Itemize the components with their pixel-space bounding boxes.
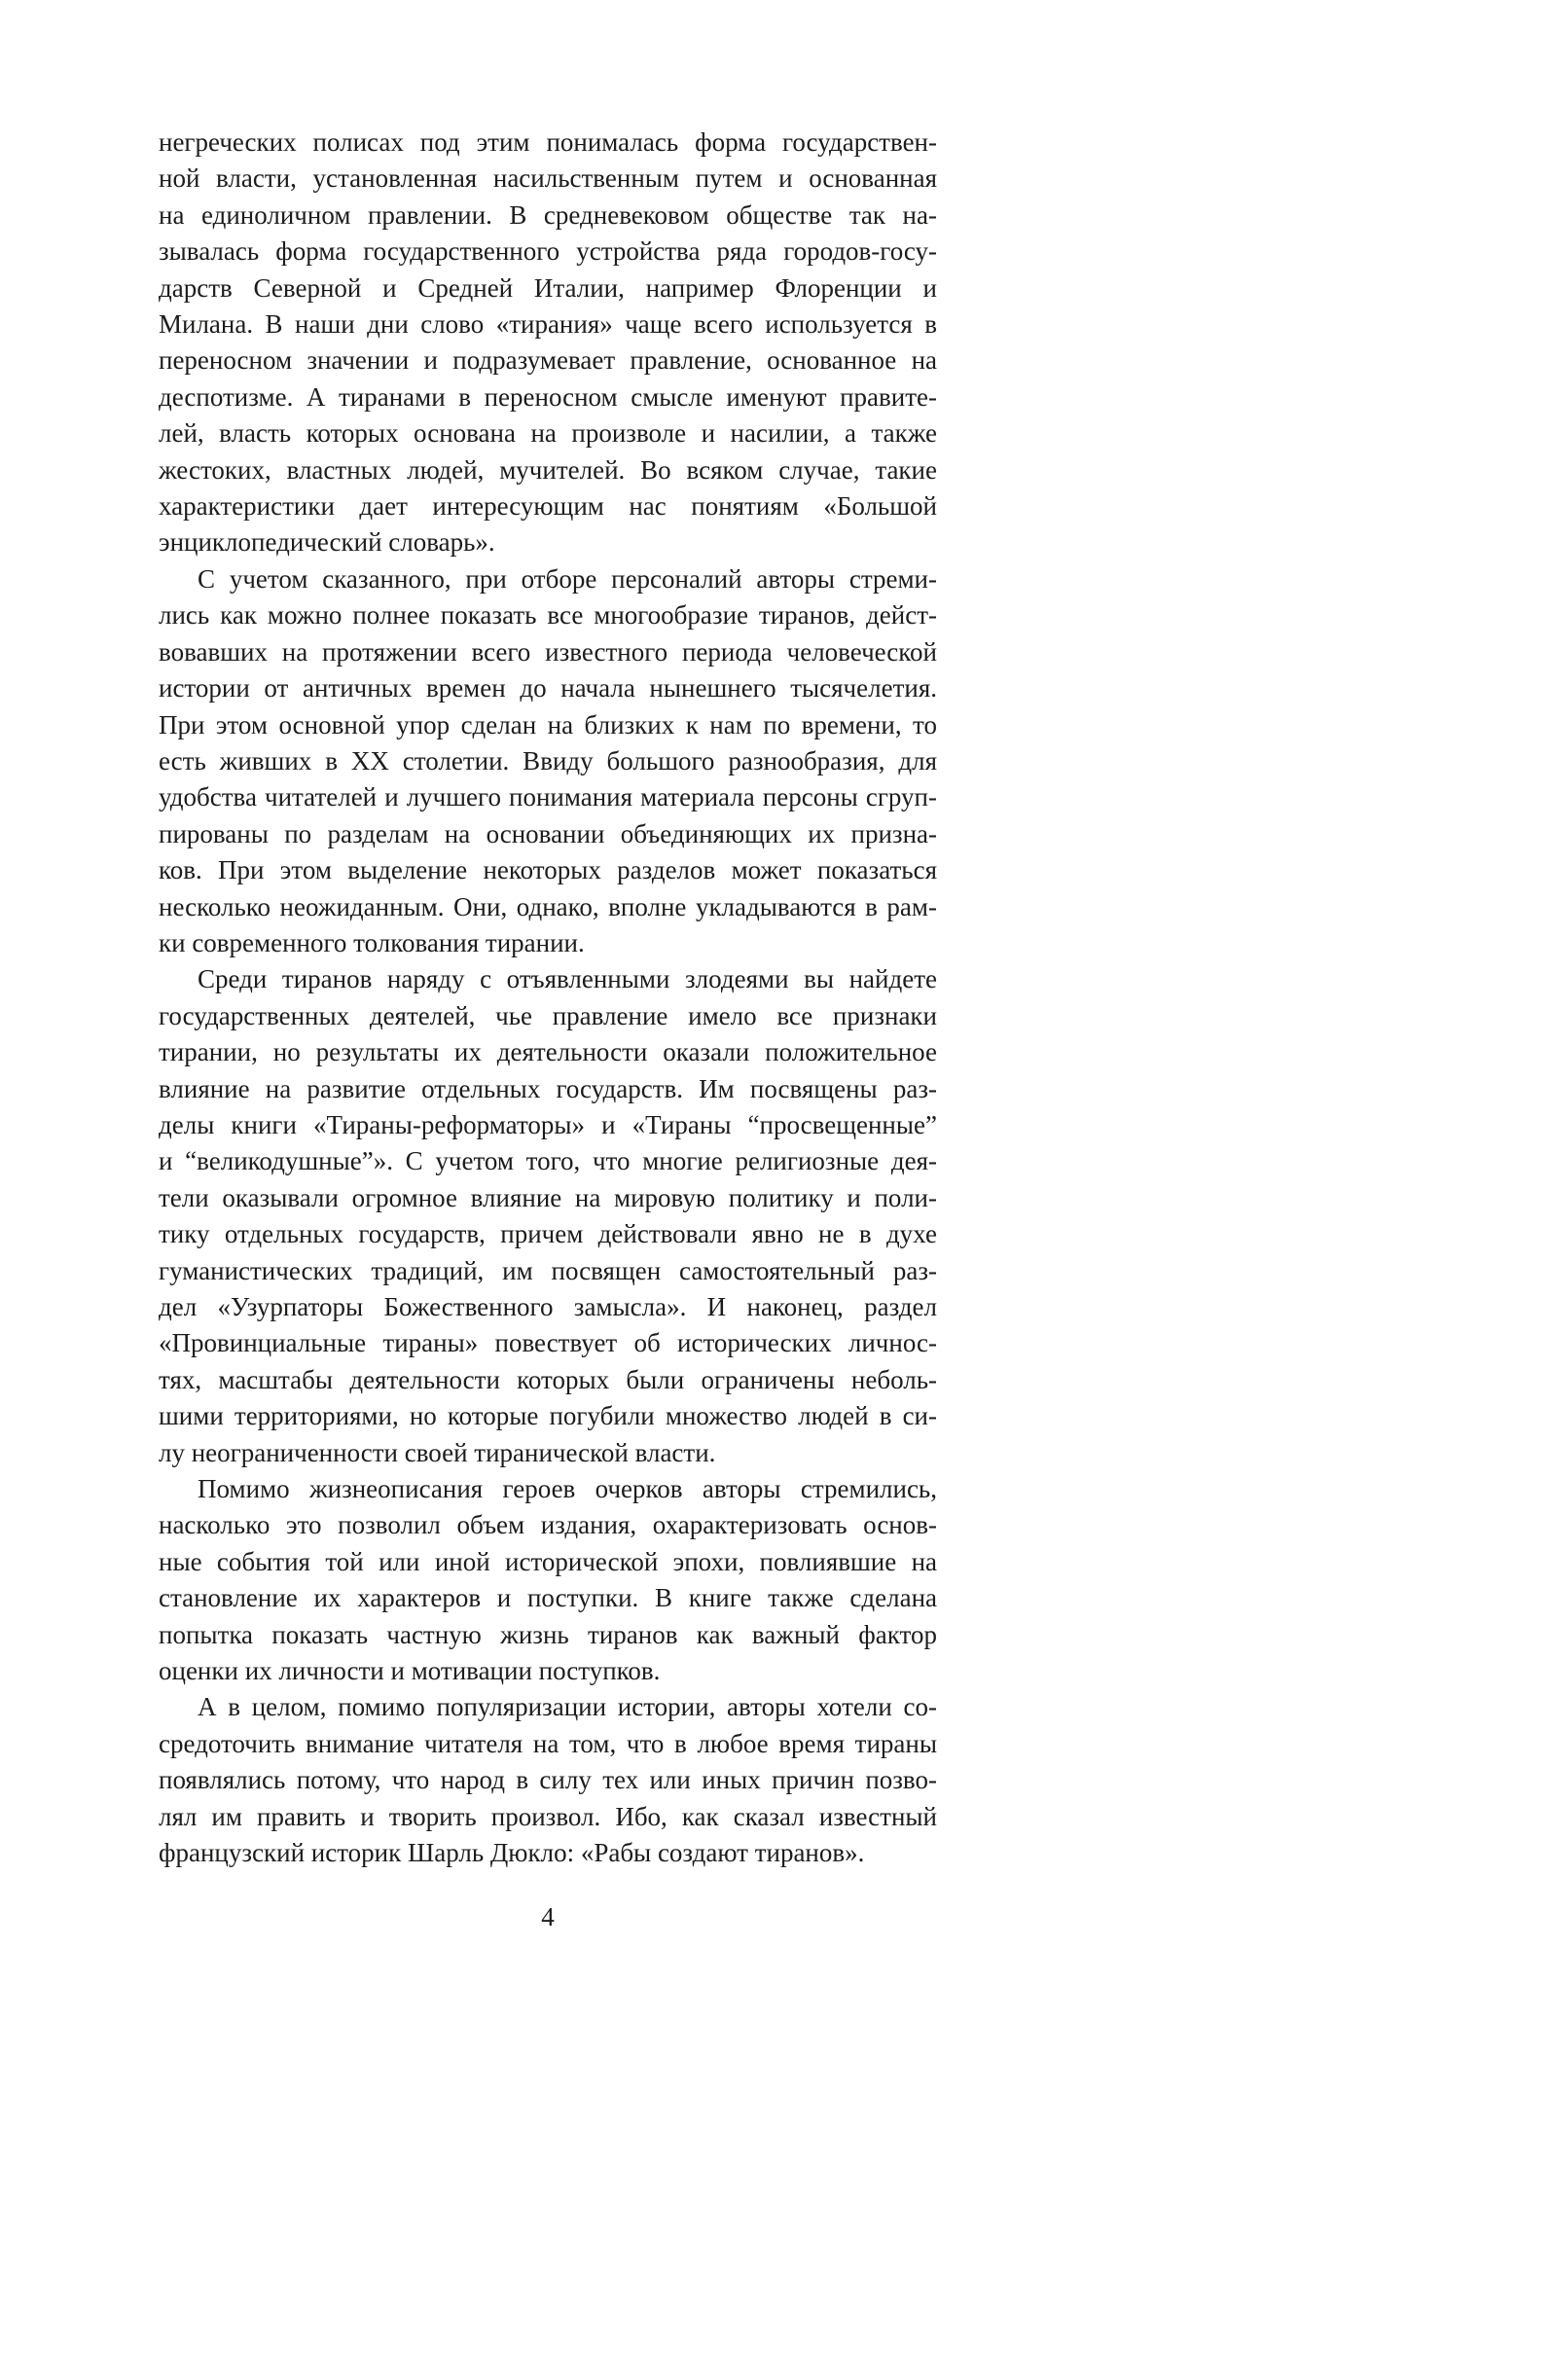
text-line: делы книги «Тираны-реформаторы» и «Тираны “просвещенные” [159, 1109, 937, 1139]
text-line: удобства читателей и лучшего понимания материала персоны сгруп- [159, 782, 937, 812]
text-line: энциклопедический словарь». [159, 527, 495, 558]
text-line: ки современного толкования тирании. [159, 927, 585, 957]
text-line: С учетом сказанного, при отборе персоналий авторы стреми- [198, 563, 937, 594]
text-line: лу неограниченности своей тиранической власти. [159, 1437, 716, 1467]
text-block [159, 125, 937, 1872]
text-line: лял им править и творить произвол. Ибо, как сказал известный [159, 1801, 937, 1831]
text-line: шими территориями, но которые погубили множество людей в си- [159, 1401, 937, 1431]
text-line: А в целом, помимо популяризации истории, авторы хотели со- [198, 1692, 937, 1722]
text-line: Милана. В наши дни слово «тирания» чаще всего используется в [159, 309, 937, 340]
paragraph [159, 561, 937, 961]
text-line: пированы по разделам на основании объединяющих их призна- [159, 818, 937, 848]
text-line: лись как можно полнее показать все многообразие тиранов, дейст- [159, 600, 937, 631]
text-line: лей, власть которых основана на произволе и насилии, а также [159, 418, 937, 449]
text-line: тели оказывали огромное влияние на мировую политику и поли- [159, 1182, 937, 1212]
text-line: жестоких, властных людей, мучителей. Во всяком случае, такие [159, 454, 937, 485]
text-line: деспотизме. А тиранами в переносном смысле именуют правите- [159, 381, 937, 412]
text-line: несколько неожиданным. Они, однако, вполне укладываются в рам- [159, 891, 937, 921]
text-line: попытка показать частную жизнь тиранов как важный фактор [159, 1619, 937, 1649]
text-line: дарств Северной и Средней Италии, например Флоренции и [159, 272, 937, 303]
text-line: ной власти, установленная насильственным путем и основанная [159, 163, 937, 194]
text-line: тирании, но результаты их деятельности оказали положительное [159, 1037, 937, 1067]
text-line: становление их характеров и поступки. В книге также сделана [159, 1583, 937, 1613]
text-line: насколько это позволил объем издания, охарактеризовать основ- [159, 1510, 937, 1540]
text-line: ков. При этом выделение некоторых разделов может показаться [159, 855, 937, 885]
text-line: ные события той или иной исторической эпохи, повлиявшие на [159, 1546, 937, 1576]
text-line: влияние на развитие отдельных государств. Им посвящены раз- [159, 1073, 937, 1103]
text-line: «Провинциальные тираны» повествует об исторических личнос- [159, 1328, 937, 1358]
paragraph [159, 1689, 937, 1871]
text-line: переносном значении и подразумевает правление, основанное на [159, 345, 937, 376]
text-line: появлялись потому, что народ в силу тех или иных причин позво- [159, 1765, 937, 1795]
text-line: характеристики дает интересующим нас понятиям «Большой [159, 491, 937, 522]
text-line: негреческих полисах под этим понималась форма государствен- [159, 127, 937, 157]
text-line: истории от античных времен до начала нынешнего тысячелетия. [159, 673, 937, 703]
text-line: есть живших в XX столетии. Ввиду большого разнообразия, для [159, 745, 937, 775]
paragraph [159, 961, 937, 1471]
text-line: и “великодушные”». С учетом того, что многие религиозные дея- [159, 1146, 937, 1176]
paragraph [159, 1471, 937, 1689]
text-line: тику отдельных государств, причем действовали явно не в духе [159, 1219, 937, 1249]
text-line: гуманистических традиций, им посвящен самостоятельный раз- [159, 1255, 937, 1285]
paragraph [159, 125, 937, 561]
text-line: Помимо жизнеописания героев очерков авторы стремились, [198, 1474, 937, 1504]
text-line: государственных деятелей, чье правление имело все признаки [159, 1000, 937, 1030]
text-line: тях, масштабы деятельности которых были ограничены неболь- [159, 1364, 937, 1394]
page-number: 4 [541, 1902, 555, 1931]
text-line: на единоличном правлении. В средневековом обществе так на- [159, 199, 937, 230]
text-line: дел «Узурпаторы Божественного замысла». И наконец, раздел [159, 1292, 937, 1321]
text-line: французский историк Шарль Дюкло: «Рабы создают тиранов». [159, 1838, 865, 1868]
text-line: средоточить внимание читателя на том, что в любое время тираны [159, 1728, 937, 1758]
text-line: вовавших на протяжении всего известного периода человеческой [159, 636, 937, 667]
text-line: зывалась форма государственного устройства ряда городов-госу- [159, 236, 937, 267]
text-line: оценки их личности и мотивации поступков. [159, 1656, 661, 1686]
text-line: Среди тиранов наряду с отъявленными злодеями вы найдете [198, 964, 937, 994]
text-line: При этом основной упор сделан на близких к нам по времени, то [159, 709, 937, 739]
